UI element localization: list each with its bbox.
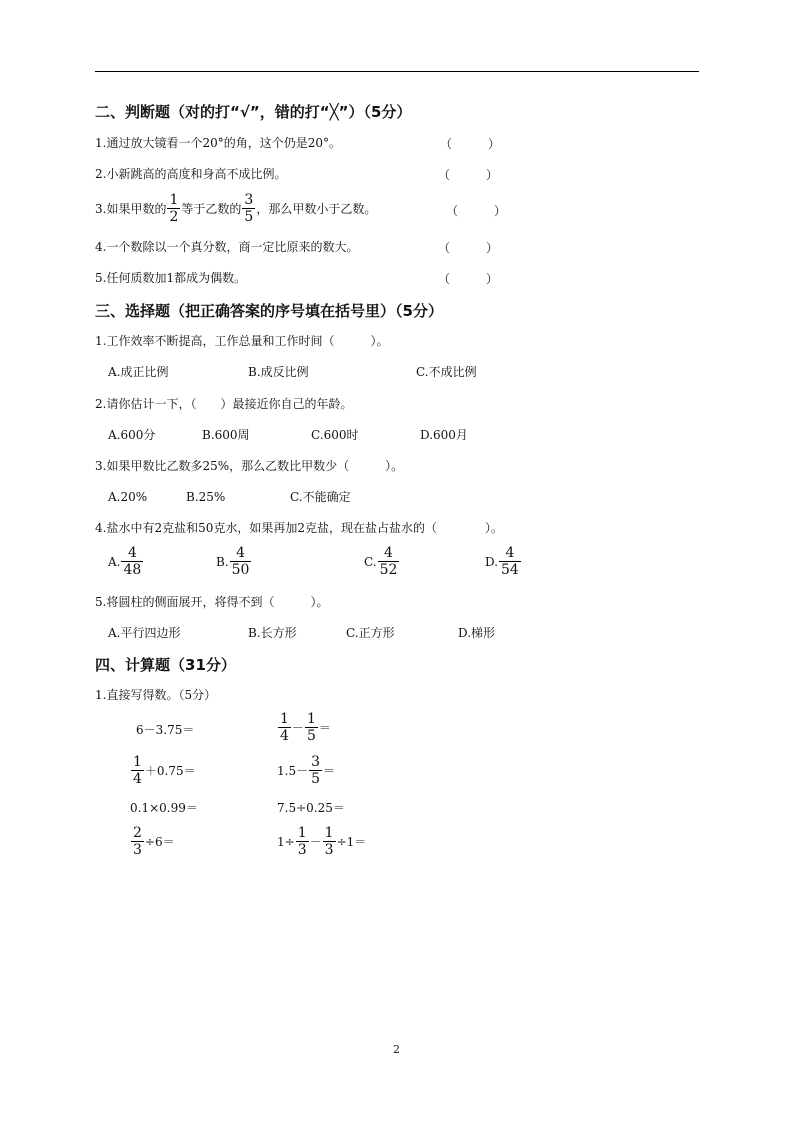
fraction: $\frac{1}{2}$ bbox=[169, 192, 179, 225]
calc-expr-1: 6－3.75＝ bbox=[136, 723, 195, 737]
judge-answer-4[interactable]: （ ） bbox=[438, 241, 499, 255]
header-rule bbox=[95, 71, 699, 72]
fraction: $\frac{4}{48}$ bbox=[123, 545, 142, 578]
fraction: $\frac{4}{52}$ bbox=[379, 545, 398, 578]
judge-item-2: 2.小新跳高的高度和身高不成比例。 bbox=[95, 167, 287, 181]
judge-item-5: 5.任何质数加1都成为偶数。 bbox=[95, 271, 247, 285]
choice-q1-option-a[interactable]: A.成正比例 bbox=[108, 365, 169, 379]
choice-q2-option-d[interactable]: D.600月 bbox=[420, 428, 468, 442]
choice-q5: 5.将圆柱的侧面展开，将得不到（ ）。 bbox=[95, 595, 329, 609]
calc-expr-2: $\frac{1}{4}$ － $\frac{1}{5}$ ＝ bbox=[280, 711, 331, 744]
judge-answer-1[interactable]: （ ） bbox=[440, 137, 501, 151]
choice-q3-option-b[interactable]: B.25% bbox=[186, 490, 226, 504]
fraction: $\frac{1}{4}$ bbox=[280, 711, 289, 744]
judge-item-3 bbox=[95, 192, 376, 225]
calc-expr-8: 1÷ $\frac{1}{3}$ － $\frac{1}{3}$ ÷1＝ bbox=[277, 825, 367, 858]
choice-q4-option-a[interactable]: A. $\frac{4}{48}$ bbox=[108, 545, 142, 578]
calc-expr-5: 0.1×0.99＝ bbox=[130, 801, 198, 815]
choice-q2-option-b[interactable]: B.600周 bbox=[202, 428, 250, 442]
choice-q3-option-a[interactable]: A.20% bbox=[108, 490, 148, 504]
judge-item-1: 1.通过放大镜看一个20°的角，这个仍是20°。 bbox=[95, 136, 341, 150]
choice-q4-option-c[interactable]: C. $\frac{4}{52}$ bbox=[364, 545, 398, 578]
choice-q4-option-b[interactable]: B. $\frac{4}{50}$ bbox=[216, 545, 250, 578]
section3-title: 三、选择题（把正确答案的序号填在括号里）（5分） bbox=[95, 302, 443, 320]
choice-q5-option-a[interactable]: A.平行四边形 bbox=[108, 626, 181, 640]
fraction: $\frac{2}{3}$ bbox=[133, 825, 142, 858]
choice-q5-option-b[interactable]: B.长方形 bbox=[248, 626, 297, 640]
judge-item-3-mid: 等于乙数的 bbox=[181, 201, 242, 216]
fraction: $\frac{3}{5}$ bbox=[244, 192, 254, 225]
fraction: $\frac{4}{50}$ bbox=[231, 545, 250, 578]
page-number: 2 bbox=[393, 1043, 400, 1056]
judge-answer-2[interactable]: （ ） bbox=[438, 168, 499, 182]
choice-q2: 2.请你估计一下，（ ）最接近你自己的年龄。 bbox=[95, 397, 353, 411]
section4-title: 四、计算题（31分） bbox=[95, 656, 236, 674]
choice-q5-option-d[interactable]: D.梯形 bbox=[458, 626, 496, 640]
fraction: $\frac{3}{5}$ bbox=[311, 754, 321, 787]
fraction: $\frac{4}{54}$ bbox=[501, 545, 519, 578]
choice-q5-option-c[interactable]: C.正方形 bbox=[346, 626, 395, 640]
section2-title: 二、判断题（对的打“√”，错的打“╳”）（5分） bbox=[95, 103, 412, 121]
calc-expr-3: $\frac{1}{4}$ ＋0.75＝ bbox=[133, 754, 196, 787]
fraction: $\frac{1}{4}$ bbox=[133, 754, 142, 787]
calc-expr-7: $\frac{2}{3}$ ÷6＝ bbox=[133, 825, 175, 858]
choice-q3-option-c[interactable]: C.不能确定 bbox=[290, 490, 351, 504]
calc-expr-6: 7.5÷0.25＝ bbox=[277, 801, 345, 815]
judge-answer-5[interactable]: （ ） bbox=[438, 272, 499, 286]
choice-q4: 4.盐水中有2克盐和50克水，如果再加2克盐，现在盐占盐水的（ ）。 bbox=[95, 521, 503, 535]
choice-q4-option-d[interactable]: D. $\frac{4}{54}$ bbox=[485, 545, 519, 578]
choice-q1-option-b[interactable]: B.成反比例 bbox=[248, 365, 309, 379]
choice-q1: 1.工作效率不断提高，工作总量和工作时间（ ）。 bbox=[95, 334, 389, 348]
calc-sub1-title: 1.直接写得数。（5分） bbox=[95, 688, 217, 702]
choice-q3: 3.如果甲数比乙数多25%，那么乙数比甲数少（ ）。 bbox=[95, 459, 404, 473]
calc-expr-4: 1.5－ $\frac{3}{5}$ ＝ bbox=[277, 754, 336, 787]
fraction: $\frac{1}{5}$ bbox=[306, 711, 316, 744]
judge-answer-3[interactable]: （ ） bbox=[446, 204, 507, 218]
fraction: $\frac{1}{3}$ bbox=[324, 825, 334, 858]
judge-item-3-post: ，那么甲数小于乙数。 bbox=[256, 201, 377, 216]
judge-item-3-pre: 3.如果甲数的 bbox=[95, 201, 167, 216]
fraction: $\frac{1}{3}$ bbox=[297, 825, 307, 858]
choice-q2-option-a[interactable]: A.600分 bbox=[108, 428, 156, 442]
choice-q1-option-c[interactable]: C.不成比例 bbox=[416, 365, 477, 379]
choice-q2-option-c[interactable]: C.600时 bbox=[311, 428, 359, 442]
judge-item-4: 4.一个数除以一个真分数，商一定比原来的数大。 bbox=[95, 240, 359, 254]
